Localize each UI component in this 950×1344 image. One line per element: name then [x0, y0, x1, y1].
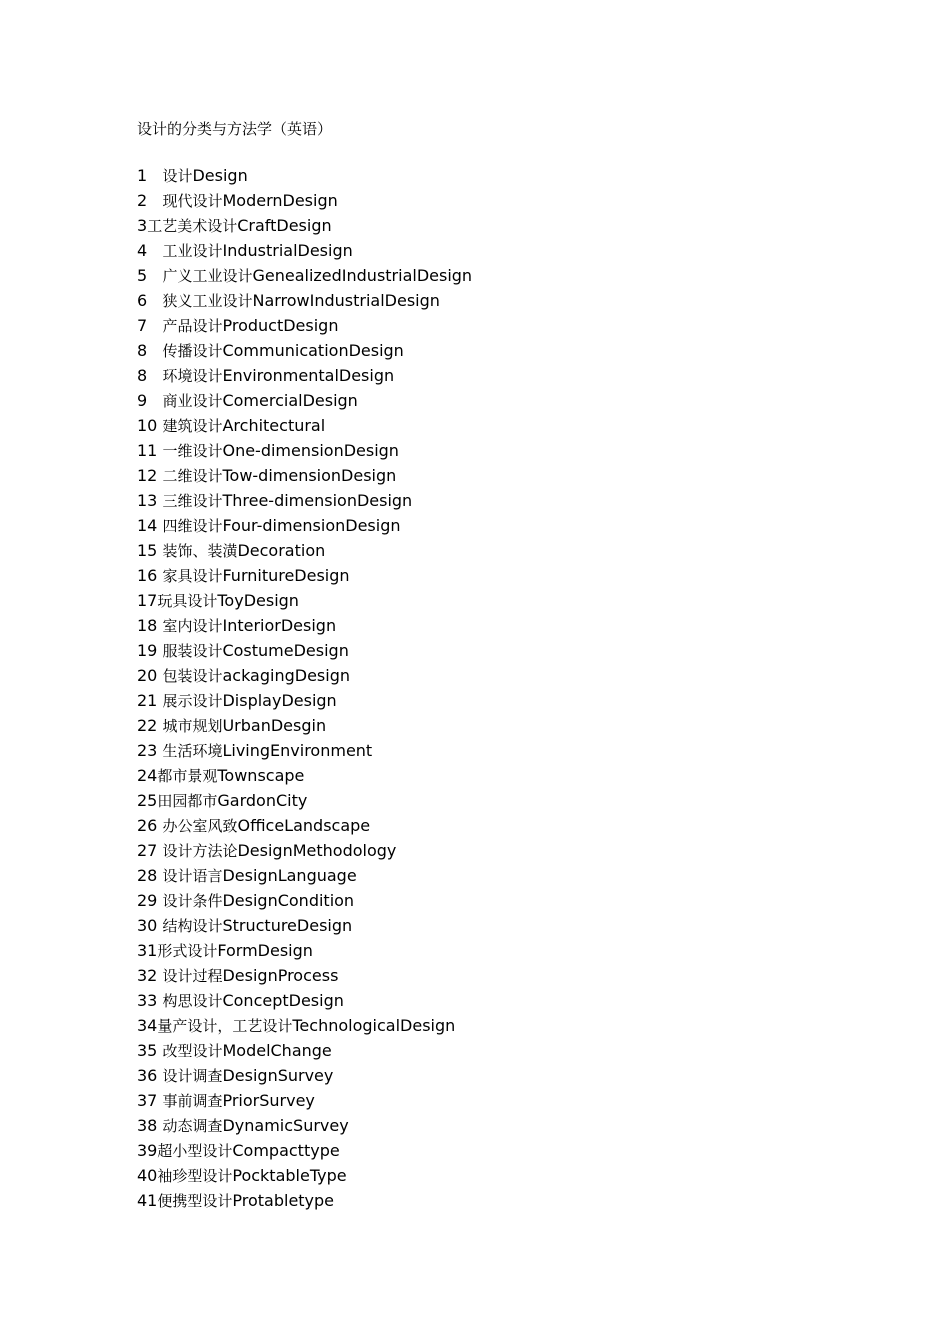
term-item	[137, 563, 897, 588]
term-number: 41	[137, 1191, 158, 1210]
term-item	[137, 988, 897, 1013]
term-chinese: 设计过程	[162, 967, 223, 985]
term-english: CostumeDesign	[222, 641, 349, 660]
term-english: StructureDesign	[222, 916, 353, 935]
term-chinese: 四维设计	[162, 517, 223, 535]
term-english: CommunicationDesign	[222, 341, 404, 360]
term-chinese: 结构设计	[162, 917, 223, 935]
term-number: 30	[137, 916, 158, 935]
term-english: One-dimensionDesign	[222, 441, 399, 460]
term-item	[137, 263, 897, 288]
term-chinese: 设计方法论	[162, 842, 238, 860]
term-english: Three-dimensionDesign	[222, 491, 413, 510]
term-number: 5	[137, 266, 148, 285]
term-english: Four-dimensionDesign	[222, 516, 401, 535]
term-chinese: 建筑设计	[162, 417, 223, 435]
term-chinese: 产品设计	[162, 317, 223, 335]
term-item	[137, 838, 897, 863]
term-english: NarrowIndustrialDesign	[252, 291, 440, 310]
term-item	[137, 663, 897, 688]
term-item	[137, 513, 897, 538]
term-chinese: 改型设计	[162, 1042, 223, 1060]
term-item	[137, 713, 897, 738]
term-number: 20	[137, 666, 158, 685]
term-number: 40	[137, 1166, 158, 1185]
term-separator	[147, 166, 162, 185]
term-english: ModelChange	[222, 1041, 332, 1060]
term-item	[137, 363, 897, 388]
term-chinese: 商业设计	[162, 392, 223, 410]
term-english: ackagingDesign	[222, 666, 350, 685]
term-chinese: 展示设计	[162, 692, 223, 710]
term-number: 24	[137, 766, 158, 785]
document-title: 设计的分类与方法学（英语）	[137, 120, 333, 138]
term-chinese: 便携型设计	[157, 1192, 233, 1210]
term-separator	[147, 241, 162, 260]
term-number: 6	[137, 291, 148, 310]
term-item	[137, 538, 897, 563]
term-english: DesignProcess	[222, 966, 339, 985]
term-english: LivingEnvironment	[222, 741, 373, 760]
term-number: 19	[137, 641, 158, 660]
term-english: Decoration	[237, 541, 326, 560]
term-item	[137, 638, 897, 663]
term-english: InteriorDesign	[222, 616, 337, 635]
term-number: 36	[137, 1066, 158, 1085]
term-english: PocktableType	[232, 1166, 347, 1185]
term-english: GenealizedIndustrialDesign	[252, 266, 473, 285]
term-english: PriorSurvey	[222, 1091, 315, 1110]
term-number: 11	[137, 441, 158, 460]
term-separator	[147, 316, 162, 335]
term-item	[137, 1113, 897, 1138]
term-separator	[147, 291, 162, 310]
term-number: 2	[137, 191, 148, 210]
term-english: ToyDesign	[217, 591, 299, 610]
term-number: 14	[137, 516, 158, 535]
term-item	[137, 738, 897, 763]
term-chinese: 包装设计	[162, 667, 223, 685]
term-chinese: 一维设计	[162, 442, 223, 460]
document-page	[137, 117, 897, 1213]
term-separator	[147, 191, 162, 210]
term-separator	[147, 391, 162, 410]
term-english: UrbanDesgin	[222, 716, 327, 735]
term-item	[137, 938, 897, 963]
term-number: 8	[137, 366, 148, 385]
term-item	[137, 488, 897, 513]
term-number: 37	[137, 1091, 158, 1110]
term-number: 28	[137, 866, 158, 885]
term-item	[137, 1188, 897, 1213]
term-english: Tow-dimensionDesign	[222, 466, 397, 485]
term-item	[137, 1063, 897, 1088]
term-english: DesignCondition	[222, 891, 355, 910]
term-number: 39	[137, 1141, 158, 1160]
term-english: ConceptDesign	[222, 991, 344, 1010]
term-item	[137, 338, 897, 363]
term-english: Design	[192, 166, 248, 185]
term-chinese: 二维设计	[162, 467, 223, 485]
term-chinese: 狭义工业设计	[162, 292, 253, 310]
term-chinese: 生活环境	[162, 742, 223, 760]
term-english: FormDesign	[217, 941, 313, 960]
term-item	[137, 413, 897, 438]
term-english: EnvironmentalDesign	[222, 366, 395, 385]
term-item	[137, 288, 897, 313]
term-english: GardonCity	[217, 791, 308, 810]
term-number: 27	[137, 841, 158, 860]
term-chinese: 构思设计	[162, 992, 223, 1010]
term-chinese: 现代设计	[162, 192, 223, 210]
term-item	[137, 438, 897, 463]
term-item	[137, 813, 897, 838]
term-number: 33	[137, 991, 158, 1010]
term-english: ComercialDesign	[222, 391, 358, 410]
term-chinese: 办公室风致	[162, 817, 238, 835]
term-number: 12	[137, 466, 158, 485]
term-item	[137, 213, 897, 238]
term-item	[137, 388, 897, 413]
term-english: ModernDesign	[222, 191, 338, 210]
term-item	[137, 1163, 897, 1188]
term-chinese: 工业设计	[162, 242, 223, 260]
term-separator	[147, 341, 162, 360]
term-chinese: 城市规划	[162, 717, 223, 735]
term-chinese: 装饰、装潢	[162, 542, 238, 560]
term-item	[137, 613, 897, 638]
term-number: 3	[137, 216, 148, 235]
term-item	[137, 313, 897, 338]
term-number: 31	[137, 941, 158, 960]
term-english: DesignSurvey	[222, 1066, 334, 1085]
term-number: 4	[137, 241, 148, 260]
term-number: 10	[137, 416, 158, 435]
term-chinese: 设计调查	[162, 1067, 223, 1085]
term-item	[137, 163, 897, 188]
term-english: OfficeLandscape	[237, 816, 371, 835]
term-chinese: 事前调查	[162, 1092, 223, 1110]
term-number: 1	[137, 166, 148, 185]
term-number: 8	[137, 341, 148, 360]
term-chinese: 都市景观	[157, 767, 218, 785]
term-item	[137, 1088, 897, 1113]
term-english: DisplayDesign	[222, 691, 337, 710]
term-number: 32	[137, 966, 158, 985]
term-item	[137, 588, 897, 613]
term-item	[137, 1138, 897, 1163]
term-english: FurnitureDesign	[222, 566, 350, 585]
term-chinese: 形式设计	[157, 942, 218, 960]
term-chinese: 广义工业设计	[162, 267, 253, 285]
term-english: CraftDesign	[237, 216, 332, 235]
term-number: 13	[137, 491, 158, 510]
term-number: 22	[137, 716, 158, 735]
term-chinese: 设计	[162, 167, 193, 185]
term-number: 21	[137, 691, 158, 710]
term-chinese: 动态调查	[162, 1117, 223, 1135]
term-item	[137, 188, 897, 213]
term-english: IndustrialDesign	[222, 241, 353, 260]
term-separator	[147, 266, 162, 285]
term-item	[137, 888, 897, 913]
term-chinese: 玩具设计	[157, 592, 218, 610]
term-number: 35	[137, 1041, 158, 1060]
term-number: 16	[137, 566, 158, 585]
term-chinese: 量产设计，工艺设计	[157, 1017, 293, 1035]
term-item	[137, 1013, 897, 1038]
term-chinese: 设计条件	[162, 892, 223, 910]
term-number: 38	[137, 1116, 158, 1135]
term-number: 34	[137, 1016, 158, 1035]
term-chinese: 设计语言	[162, 867, 223, 885]
term-chinese: 田园都市	[157, 792, 218, 810]
term-english: DesignLanguage	[222, 866, 357, 885]
term-english: TechnologicalDesign	[292, 1016, 456, 1035]
term-number: 9	[137, 391, 148, 410]
term-item	[137, 788, 897, 813]
term-item	[137, 238, 897, 263]
term-english: Townscape	[217, 766, 305, 785]
term-item	[137, 763, 897, 788]
term-item	[137, 688, 897, 713]
term-item	[137, 863, 897, 888]
term-number: 26	[137, 816, 158, 835]
term-english: Architectural	[222, 416, 326, 435]
term-separator	[147, 366, 162, 385]
term-english: ProductDesign	[222, 316, 339, 335]
term-english: Compacttype	[232, 1141, 340, 1160]
term-number: 25	[137, 791, 158, 810]
term-item	[137, 913, 897, 938]
term-number: 15	[137, 541, 158, 560]
term-chinese: 三维设计	[162, 492, 223, 510]
term-chinese: 家具设计	[162, 567, 223, 585]
term-number: 17	[137, 591, 158, 610]
term-chinese: 超小型设计	[157, 1142, 233, 1160]
term-list	[137, 163, 897, 1213]
term-number: 7	[137, 316, 148, 335]
term-item	[137, 463, 897, 488]
term-chinese: 工艺美术设计	[147, 217, 238, 235]
term-item	[137, 963, 897, 988]
term-english: DynamicSurvey	[222, 1116, 349, 1135]
term-chinese: 环境设计	[162, 367, 223, 385]
term-english: DesignMethodology	[237, 841, 397, 860]
term-number: 23	[137, 741, 158, 760]
term-number: 18	[137, 616, 158, 635]
term-chinese: 袖珍型设计	[157, 1167, 233, 1185]
term-chinese: 传播设计	[162, 342, 223, 360]
term-item	[137, 1038, 897, 1063]
term-chinese: 室内设计	[162, 617, 223, 635]
term-chinese: 服装设计	[162, 642, 223, 660]
term-number: 29	[137, 891, 158, 910]
term-english: Protabletype	[232, 1191, 335, 1210]
